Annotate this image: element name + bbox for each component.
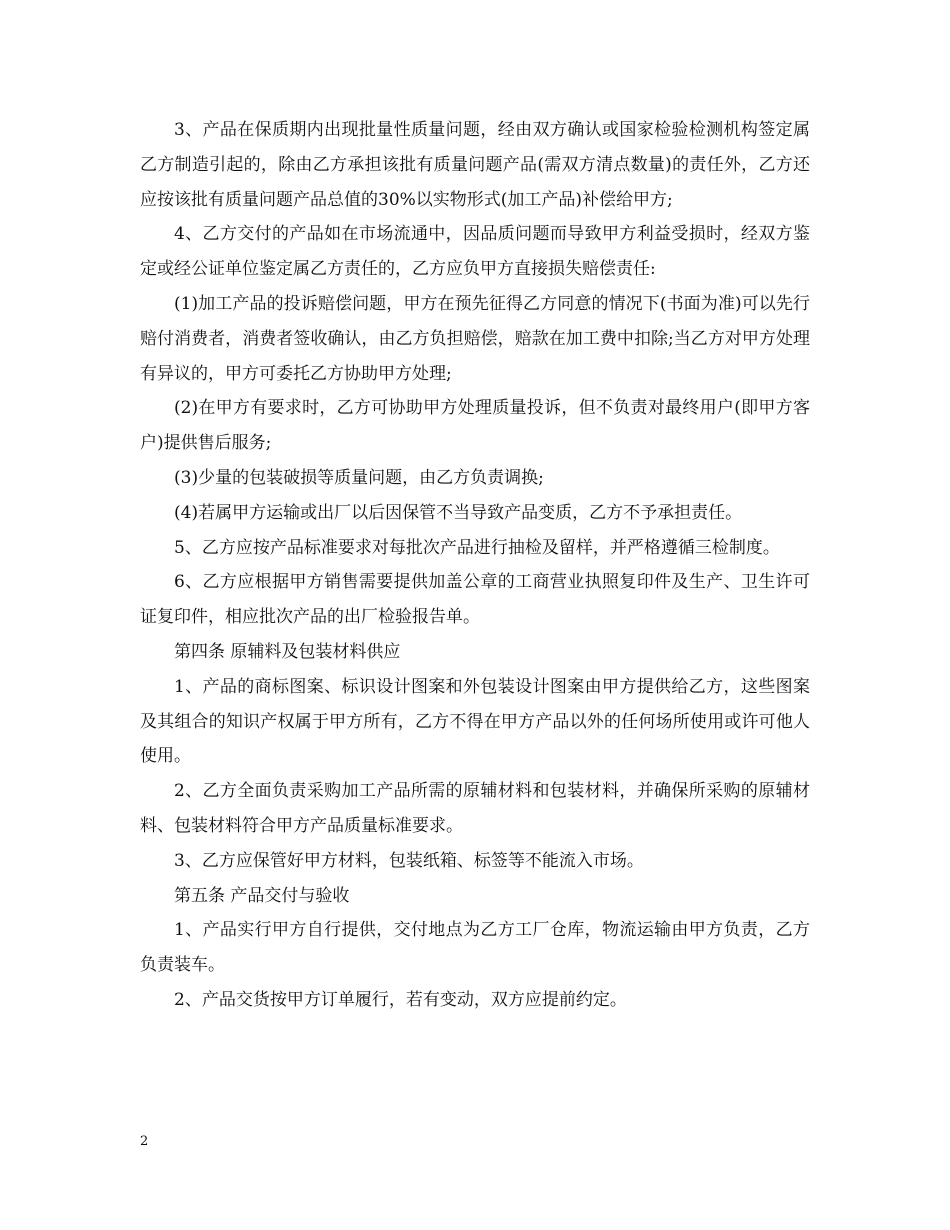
section-heading: 第五条 产品交付与验收 [174,885,350,906]
document-body [140,113,810,1018]
clause-paragraph: 3、产品在保质期内出现批量性质量问题，经由双方确认或国家检验检测机构签定属乙方制造引起的，除由乙方承担该批有质量问题产品(需双方清点数量)的责任外，乙方还应按该批有质量问题产品总值的30%以实物形式(加工产品)补偿给甲方; [140,120,810,210]
clause-paragraph: (2)在甲方有要求时，乙方可协助甲方处理质量投诉，但不负责对最终用户(即甲方客户)提供售后服务; [140,398,810,454]
clause-paragraph: 1、产品实行甲方自行提供，交付地点为乙方工厂仓库，物流运输由甲方负责，乙方负责装车。 [140,920,810,976]
clause-paragraph: 4、乙方交付的产品如在市场流通中，因品质问题而导致甲方利益受损时，经双方鉴定或经公证单位鉴定属乙方责任的，乙方应负甲方直接损失赔偿责任: [140,224,810,280]
clause-paragraph: 5、乙方应按产品标准要求对每批次产品进行抽检及留样，并严格遵循三检制度。 [174,537,780,558]
clause-paragraph: 2、乙方全面负责采购加工产品所需的原辅材料和包装材料，并确保所采购的原辅材料、包装材料符合甲方产品质量标准要求。 [140,781,810,836]
clause-paragraph: 2、产品交货按甲方订单履行，若有变动，双方应提前约定。 [174,989,627,1010]
clause-paragraph: (4)若属甲方运输或出厂以后因保管不当导致产品变质，乙方不予承担责任。 [174,502,743,523]
clause-paragraph: (3)少量的包装破损等质量问题，由乙方负责调换; [174,467,544,488]
clause-paragraph: (1)加工产品的投诉赔偿问题，甲方在预先征得乙方同意的情况下(书面为准)可以先行赔付消费者，消费者签收确认，由乙方负担赔偿，赔款在加工费中扣除;当乙方对甲方处理有异议的，甲方可委托乙方协助甲方处理; [140,293,810,384]
clause-paragraph: 3、乙方应保管好甲方材料，包装纸箱、标签等不能流入市场。 [174,850,644,871]
page-number: 2 [140,1134,149,1149]
section-heading: 第四条 原辅料及包装材料供应 [174,641,401,662]
clause-paragraph: 1、产品的商标图案、标识设计图案和外包装设计图案由甲方提供给乙方，这些图案及其组合的知识产权属于甲方所有，乙方不得在甲方产品以外的任何场所使用或许可他人使用。 [140,676,810,767]
clause-paragraph: 6、乙方应根据甲方销售需要提供加盖公章的工商营业执照复印件及生产、卫生许可证复印件，相应批次产品的出厂检验报告单。 [140,572,810,628]
